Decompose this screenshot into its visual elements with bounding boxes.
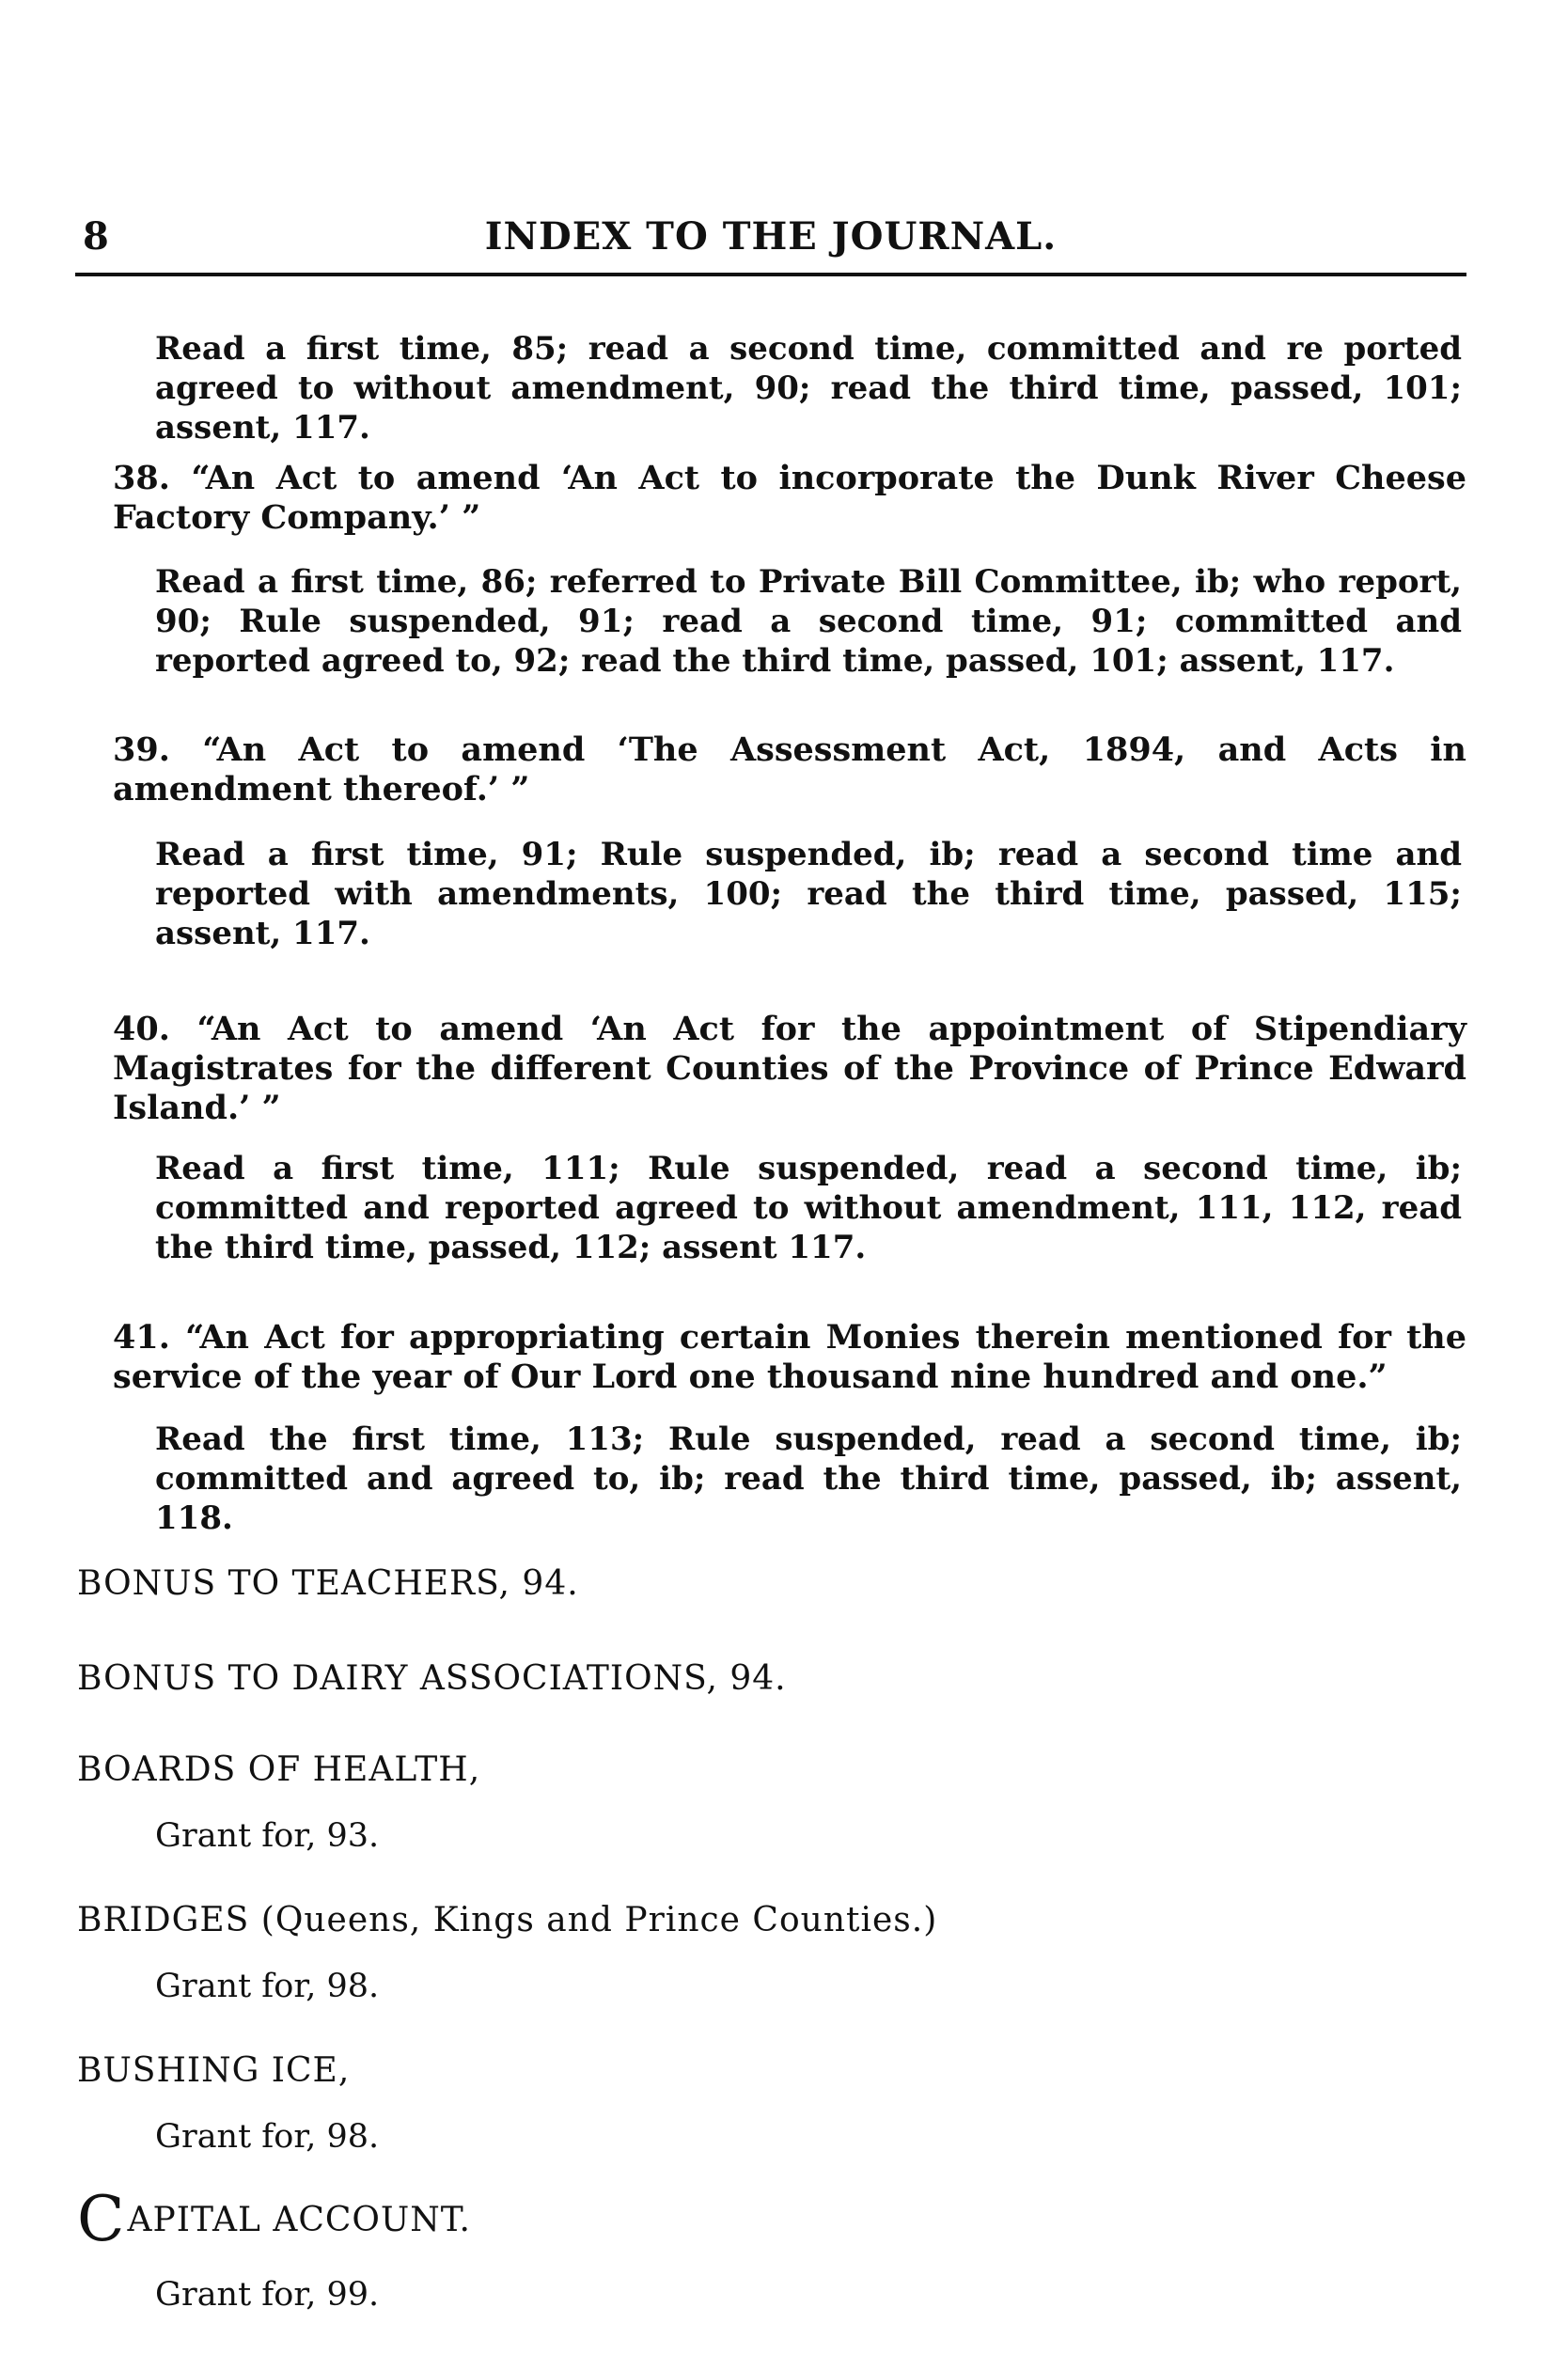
entry-38-title — [113, 459, 1466, 538]
entry-39-proceedings: Read a first time, 91; Rule suspended, ib; read a second time and reported with amendments, 100; read the third time, passed, 115; assent, 117. — [155, 836, 1462, 952]
subentry-boards-of-health: Grant for, 93. — [155, 1817, 380, 1855]
entry-40-title — [113, 1010, 1466, 1128]
entry-37-proceedings: Read a first time, 85; read a second time, committed and re ported agreed to without amendment, 90; read the third time, passed, 101; assent, 117. — [155, 330, 1462, 447]
entry-number: 38. — [113, 459, 170, 497]
running-head: INDEX TO THE JOURNAL. — [484, 214, 1058, 259]
entry-title-text: “An Act to amend ‘The Assessment Act, 1894, and Acts in amendment thereof.’ ” — [113, 730, 1466, 808]
entry-41-title — [113, 1318, 1466, 1397]
entry-40-proceedings: Read a first time, 111; Rule suspended, read a second time, ib; committed and reported agreed to without amendment, 111, 112, read the third time, passed, 112; assent 117. — [155, 1150, 1462, 1266]
drop-cap-initial: C — [77, 2183, 126, 2255]
page-header — [75, 209, 1466, 265]
header-rule — [75, 273, 1466, 276]
heading-bridges: BRIDGES (Queens, Kings and Prince Counties.) — [77, 1901, 938, 1939]
subentry-bridges: Grant for, 98. — [155, 1968, 380, 2005]
subentry-bushing-ice: Grant for, 98. — [155, 2118, 380, 2156]
entry-title-text: “An Act to amend ‘An Act for the appointment of Stipendiary Magistrates for the different Counties of the Province of Prince Edward Island.’ ” — [113, 1010, 1466, 1127]
entry-39-title — [113, 730, 1466, 809]
entry-number: 39. — [113, 730, 170, 769]
heading-boards-of-health: BOARDS OF HEALTH, — [77, 1750, 481, 1789]
entry-41-proceedings: Read the first time, 113; Rule suspended, read a second time, ib; committed and agreed to, ib; read the third time, passed, ib; assent, 118. — [155, 1420, 1462, 1537]
page-number: 8 — [83, 214, 109, 259]
heading-bushing-ice: BUSHING ICE, — [77, 2051, 351, 2090]
subentry-capital-account: Grant for, 99. — [155, 2276, 380, 2314]
entry-title-text: “An Act to amend ‘An Act to incorporate the Dunk River Cheese Factory Company.’ ” — [113, 459, 1467, 537]
entry-number: 40. — [113, 1010, 170, 1048]
heading-capital-account-rest: APITAL ACCOUNT. — [127, 2201, 471, 2239]
heading-bonus-teachers: BONUS TO TEACHERS, 94. — [77, 1564, 579, 1603]
entry-title-text: “An Act for appropriating certain Monies therein mentioned for the service of the year of Our Lord one thousand nine hundred and one.” — [113, 1318, 1466, 1396]
heading-capital-account — [77, 2183, 471, 2255]
entry-number: 41. — [113, 1318, 170, 1357]
heading-bonus-dairy: BONUS TO DAIRY ASSOCIATIONS, 94. — [77, 1659, 787, 1698]
entry-38-proceedings: Read a first time, 86; referred to Private Bill Committee, ib; who report, 90; Rule suspended, 91; read a second time, 91; committed and reported agreed to, 92; read the third time, passed, 101; assent, 117. — [155, 563, 1462, 680]
